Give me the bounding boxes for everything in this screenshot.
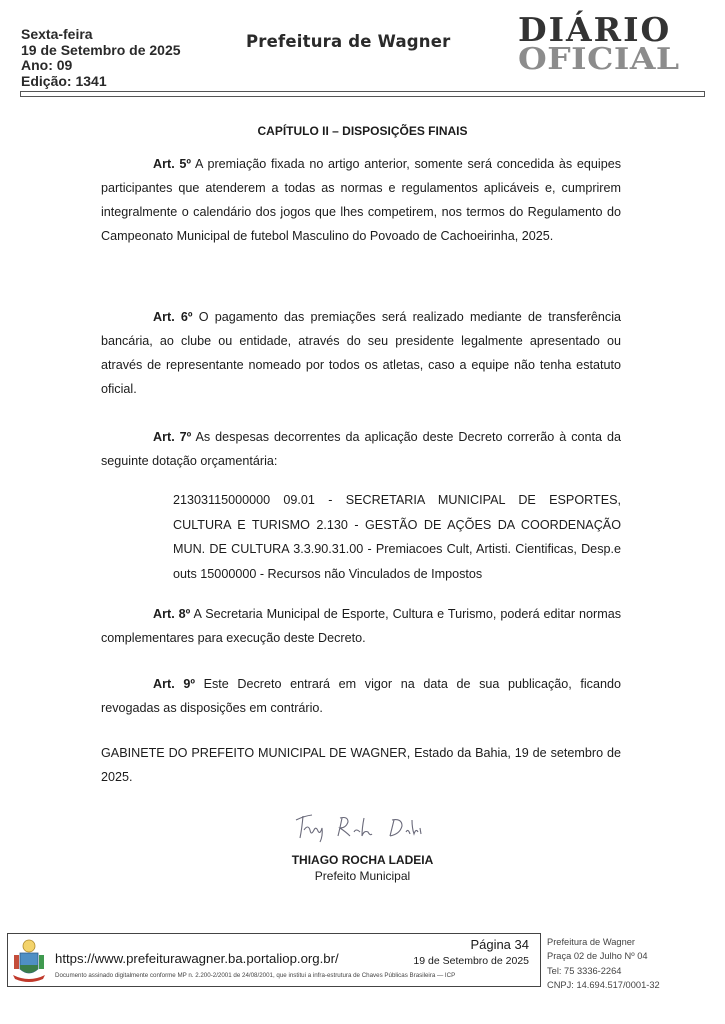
chapter-title: CAPÍTULO II – DISPOSIÇÕES FINAIS [257, 124, 468, 138]
article-text: O pagamento das premiações será realizado mediante de transferência bancária, ao clube ou entidade, através do seu presidente legalmente apresentado ou através de representante nomeado por todos os atletas, caso a equipe não tenha estatuto oficial. [101, 310, 622, 396]
issue-edition: Edição: 1341 [21, 72, 107, 89]
signer-name: THIAGO ROCHA LADEIA [291, 853, 434, 867]
contact-address: Praça 02 de Julho Nº 04 [547, 951, 648, 962]
publisher-name: Prefeitura de Wagner [246, 32, 451, 51]
logo-line-2: OFICIAL [518, 40, 680, 77]
article-8 [101, 602, 621, 650]
footer-date: 19 de Setembro de 2025 [413, 955, 529, 967]
closing-statement: GABINETE DO PREFEITO MUNICIPAL DE WAGNER, Estado da Bahia, 19 de setembro de 2025. [101, 746, 621, 784]
website-link[interactable]: https://www.prefeiturawagner.ba.portaliop.org.br/ [55, 951, 339, 966]
contact-name: Prefeitura de Wagner [547, 937, 636, 947]
signer-block [0, 852, 725, 884]
article-text: A Secretaria Municipal de Esporte, Cultura e Turismo, poderá editar normas complementares para execução deste Decreto. [101, 607, 622, 645]
budget-allocation: 21303115000000 09.01 - SECRETARIA MUNICIPAL DE ESPORTES, CULTURA E TURISMO 2.130 - GESTÃO DE AÇÕES DA COORDENAÇÃO MUN. DE CULTURA 3.3.90.31.00 - Premiacoes Cult, Artisti. Cientificas, Desp.e outs 15000000 - Recursos não Vinculados de Impostos [173, 493, 621, 581]
issue-weekday: Sexta-feira [21, 26, 93, 42]
handwritten-signature [290, 806, 440, 846]
contact-info [547, 935, 660, 992]
article-6 [101, 305, 621, 401]
article-label: Art. 7º [153, 430, 192, 444]
logo-line-1: DIÁRIO [518, 10, 672, 49]
article-5 [101, 152, 621, 248]
article-label: Art. 8º [153, 607, 191, 621]
article-label: Art. 6º [153, 310, 193, 324]
page-number: Página 34 [470, 937, 529, 952]
contact-phone: Tel: 75 3336-2264 [547, 965, 622, 976]
article-text: Este Decreto entrará em vigor na data de sua publicação, ficando revogadas as disposições em contrário. [101, 677, 621, 715]
diario-oficial-logo [518, 10, 680, 77]
article-text: A premiação fixada no artigo anterior, somente será concedida às equipes participantes que atenderem a todas as normas e regulamentos aplicáveis e, cumprirem integralmente o calendário dos jogos que lhes competirem, nos termos do Regulamento do Campeonato Municipal de futebol Masculino do Povoado de Cachoeirinha, 2025. [101, 157, 621, 243]
article-label: Art. 9º [153, 677, 195, 691]
header-divider [20, 91, 705, 97]
digital-signature-note: Documento assinado digitalmente conforme MP n. 2.200-2/2001 de 24/08/2001, que institui a infra-estrutura de Chaves Públicas Brasileira — ICP [55, 972, 456, 979]
contact-cnpj: CNPJ: 14.694.517/0001-32 [547, 979, 660, 990]
signer-title: Prefeito Municipal [314, 869, 411, 883]
article-7 [101, 425, 621, 473]
article-label: Art. 5º [153, 157, 192, 171]
issue-info [21, 27, 181, 89]
issue-date: 19 de Setembro de 2025 [21, 41, 181, 58]
article-9 [101, 672, 621, 720]
issue-year: Ano: 09 [21, 57, 73, 73]
municipal-crest-icon [10, 937, 48, 983]
article-text: As despesas decorrentes da aplicação deste Decreto correrão à conta da seguinte dotação orçamentária: [101, 430, 621, 468]
